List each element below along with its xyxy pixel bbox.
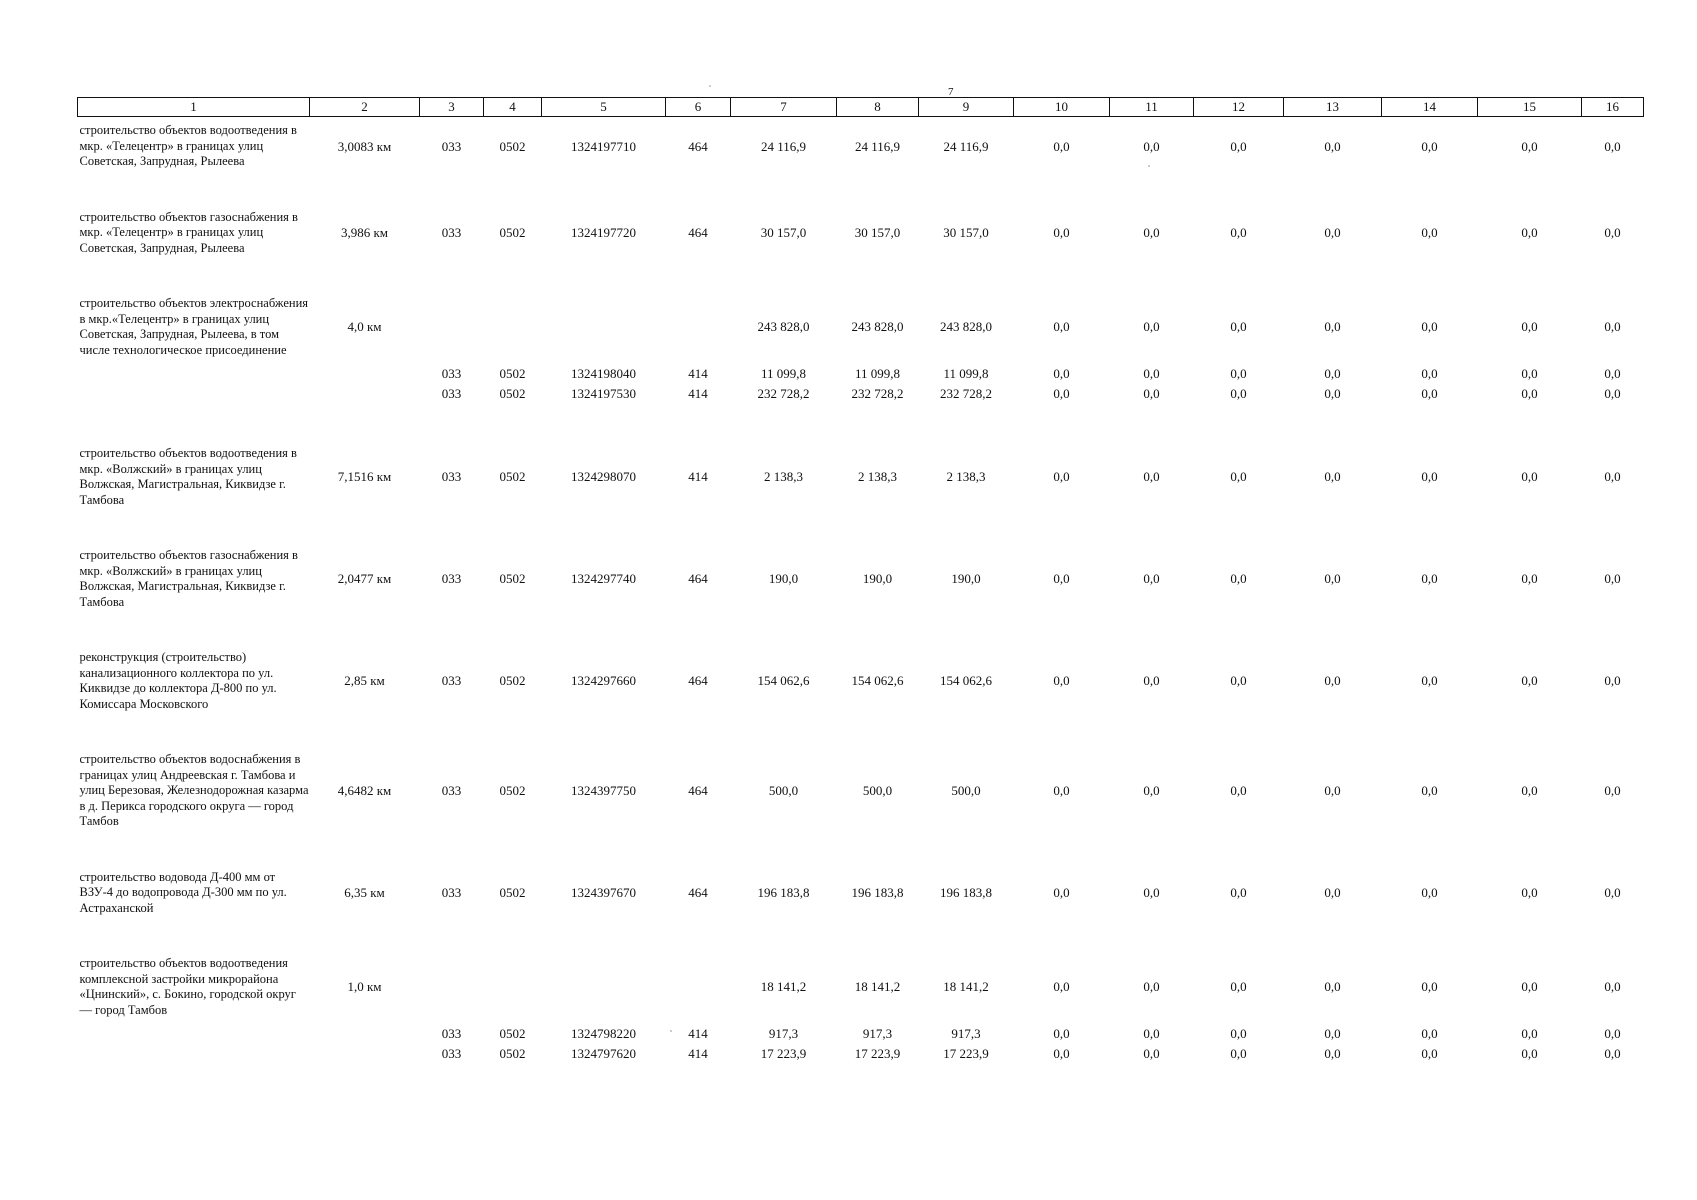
cell-col-7: 11 099,8 — [760, 366, 807, 382]
cell-col-7: 30 157,0 — [760, 225, 807, 240]
cell-col-16: 0,0 — [1604, 885, 1621, 900]
cell-col-9: 154 062,6 — [940, 673, 992, 689]
cell-col-15: 0,0 — [1521, 783, 1538, 798]
row-description: строительство объектов водоотведения комплексной застройки микрорайона «Цнинский», с. Бокино, городской округ — город Тамбов — [79, 956, 296, 1017]
cell-col-15: 0,0 — [1521, 1046, 1538, 1062]
cell-col-9: 917,3 — [951, 1026, 981, 1042]
cell-col-13: 0,0 — [1324, 469, 1341, 485]
cell-col-11: 0,0 — [1143, 319, 1160, 335]
table-row — [78, 644, 1644, 746]
cell-col-9: 30 157,0 — [943, 225, 989, 240]
cell-col-8: 917,3 — [862, 1026, 893, 1042]
cell-col-13: 0,0 — [1324, 225, 1341, 240]
cell-col-11: 0,0 — [1143, 783, 1160, 798]
row-description: строительство объектов водоотведения в мкр. «Телецентр» в границах улиц Советская, Запрудная, Рылеева — [79, 123, 297, 168]
column-header-7: 7 — [731, 98, 837, 117]
cell-col-8: 154 062,6 — [851, 673, 904, 689]
cell-col-7: 190,0 — [768, 571, 799, 587]
budget-table — [77, 97, 1644, 1100]
cell-col-5: 1324198040 — [571, 366, 636, 382]
cell-col-15: 0,0 — [1521, 1026, 1538, 1042]
cell-col-4: 0502 — [499, 885, 526, 900]
page-number: 7 — [948, 86, 954, 98]
cell-col-4: 0502 — [499, 1046, 526, 1062]
cell-col-14: 0,0 — [1421, 225, 1438, 240]
cell-col-2 — [310, 1044, 420, 1100]
cell-col-5: 1324298070 — [571, 469, 636, 485]
cell-col-5: 1324197710 — [571, 138, 636, 154]
column-header-14: 14 — [1382, 98, 1478, 117]
cell-col-3: 033 — [441, 138, 462, 154]
cell-col-6: 414 — [688, 366, 708, 382]
cell-col-4 — [484, 950, 542, 1024]
cell-col-7: 18 141,2 — [760, 979, 807, 995]
cell-col-11: 0,0 — [1143, 673, 1160, 689]
cell-col-16: 0,0 — [1604, 225, 1621, 240]
cell-col-2: 3,986 км — [340, 225, 389, 240]
cell-col-13: 0,0 — [1324, 386, 1341, 402]
cell-col-16: 0,0 — [1604, 469, 1621, 485]
cell-col-5: 1324797620 — [571, 1046, 636, 1062]
column-header-3: 3 — [420, 98, 484, 117]
cell-col-6: 464 — [688, 673, 708, 689]
cell-col-9: 232 728,2 — [940, 386, 992, 402]
cell-col-10: 0,0 — [1053, 673, 1070, 689]
cell-col-5: 1324197530 — [571, 386, 636, 402]
cell-col-15: 0,0 — [1521, 366, 1538, 382]
row-description — [78, 1044, 310, 1100]
cell-col-5: 1324397670 — [571, 885, 636, 900]
cell-col-14: 0,0 — [1421, 571, 1438, 587]
cell-col-10: 0,0 — [1053, 225, 1070, 240]
cell-col-16: 0,0 — [1604, 319, 1621, 335]
cell-col-16: 0,0 — [1604, 366, 1621, 382]
cell-col-8: 2 138,3 — [858, 469, 897, 485]
cell-col-8: 17 223,9 — [854, 1046, 901, 1062]
cell-col-11: 0,0 — [1143, 885, 1160, 900]
cell-col-3: 033 — [441, 885, 462, 900]
cell-col-14: 0,0 — [1421, 1046, 1438, 1062]
cell-col-11: 0,0 — [1143, 138, 1160, 154]
cell-col-4: 0502 — [499, 469, 526, 485]
row-description: реконструкция (строительство) канализационного коллектора по ул. Киквидзе до коллектора Д-800 по ул. Комиссара Московского — [79, 650, 277, 711]
cell-col-14: 0,0 — [1421, 366, 1438, 382]
cell-col-5: 1324297740 — [571, 571, 636, 587]
cell-col-6: 464 — [688, 783, 708, 798]
row-description: строительство объектов водоотведения в мкр. «Волжский» в границах улиц Волжская, Магистральная, Киквидзе г. Тамбова — [79, 446, 297, 507]
cell-col-4: 0502 — [499, 386, 526, 402]
cell-col-7: 243 828,0 — [757, 319, 810, 335]
cell-col-3: 033 — [441, 469, 462, 485]
cell-col-7: 500,0 — [768, 783, 799, 798]
row-description — [78, 384, 310, 440]
cell-col-5: 1324297660 — [571, 673, 636, 689]
cell-col-9: 500,0 — [951, 783, 981, 798]
cell-col-14: 0,0 — [1421, 469, 1438, 485]
cell-col-13: 0,0 — [1324, 1026, 1341, 1042]
cell-col-7: 24 116,9 — [760, 138, 807, 154]
cell-col-7: 2 138,3 — [764, 469, 803, 485]
cell-col-14: 0,0 — [1421, 783, 1438, 798]
cell-col-13: 0,0 — [1324, 366, 1341, 382]
cell-col-2: 3,0083 км — [337, 138, 392, 154]
cell-col-13: 0,0 — [1324, 138, 1341, 154]
cell-col-6: 414 — [688, 469, 708, 485]
cell-col-3: 033 — [441, 673, 462, 689]
cell-col-15: 0,0 — [1521, 138, 1538, 154]
cell-col-10: 0,0 — [1053, 386, 1070, 402]
cell-col-10: 0,0 — [1053, 571, 1070, 587]
cell-col-11: 0,0 — [1143, 571, 1160, 587]
cell-col-3: 033 — [441, 783, 462, 798]
cell-col-2 — [310, 384, 420, 440]
cell-col-9: 2 138,3 — [946, 469, 986, 485]
cell-col-8: 196 183,8 — [851, 885, 904, 900]
cell-col-6 — [666, 290, 731, 364]
cell-col-5 — [542, 950, 666, 1024]
cell-col-6: 464 — [688, 571, 708, 587]
cell-col-10: 0,0 — [1053, 366, 1070, 382]
cell-col-4: 0502 — [499, 366, 526, 382]
cell-col-9: 24 116,9 — [943, 138, 989, 154]
cell-col-10: 0,0 — [1053, 979, 1070, 995]
column-header-8: 8 — [837, 98, 919, 117]
cell-col-6: 464 — [688, 225, 708, 240]
cell-col-12: 0,0 — [1230, 673, 1247, 689]
cell-col-2 — [310, 1024, 420, 1044]
cell-col-3: 033 — [441, 571, 462, 587]
cell-col-16: 0,0 — [1604, 138, 1621, 154]
cell-col-14: 0,0 — [1421, 1026, 1438, 1042]
cell-col-9: 17 223,9 — [943, 1046, 989, 1062]
cell-col-7: 917,3 — [768, 1026, 799, 1042]
cell-col-4: 0502 — [499, 673, 526, 689]
cell-col-2: 4,0 км — [347, 319, 382, 335]
cell-col-10: 0,0 — [1053, 885, 1070, 900]
cell-col-4: 0502 — [499, 138, 526, 154]
cell-col-2 — [310, 364, 420, 384]
cell-col-2: 7,1516 км — [337, 469, 392, 485]
cell-col-6: 414 — [688, 386, 708, 402]
cell-col-11: 0,0 — [1143, 386, 1160, 402]
table-row — [78, 950, 1644, 1024]
cell-col-13: 0,0 — [1324, 979, 1341, 995]
table-subrow — [78, 364, 1644, 384]
cell-col-11: 0,0 — [1143, 979, 1160, 995]
column-header-1: 1 — [78, 98, 310, 117]
cell-col-2: 6,35 км — [344, 885, 385, 900]
cell-col-2: 2,85 км — [344, 673, 385, 689]
cell-col-11: 0,0 — [1143, 1046, 1160, 1062]
scan-speck — [1148, 165, 1150, 167]
cell-col-12: 0,0 — [1230, 138, 1247, 154]
cell-col-4: 0502 — [499, 571, 526, 587]
column-header-4: 4 — [484, 98, 542, 117]
column-header-10: 10 — [1014, 98, 1110, 117]
row-description: строительство объектов газоснабжения в мкр. «Волжский» в границах улиц Волжская, Магистральная, Киквидзе г. Тамбова — [79, 548, 298, 609]
cell-col-3 — [420, 290, 484, 364]
table-row — [78, 746, 1644, 864]
cell-col-16: 0,0 — [1604, 1026, 1621, 1042]
cell-col-9: 18 141,2 — [943, 979, 989, 995]
cell-col-2: 4,6482 км — [337, 783, 392, 798]
cell-col-10: 0,0 — [1053, 469, 1070, 485]
cell-col-15: 0,0 — [1521, 469, 1538, 485]
cell-col-12: 0,0 — [1230, 571, 1247, 587]
cell-col-15: 0,0 — [1521, 386, 1538, 402]
cell-col-2: 1,0 км — [347, 979, 382, 995]
cell-col-12: 0,0 — [1230, 386, 1247, 402]
cell-col-16: 0,0 — [1604, 1046, 1621, 1062]
cell-col-3 — [420, 950, 484, 1024]
cell-col-15: 0,0 — [1521, 225, 1538, 240]
cell-col-12: 0,0 — [1230, 319, 1247, 335]
cell-col-12: 0,0 — [1230, 783, 1247, 798]
cell-col-13: 0,0 — [1324, 319, 1341, 335]
cell-col-10: 0,0 — [1053, 319, 1070, 335]
table-body — [78, 117, 1644, 1101]
cell-col-8: 500,0 — [862, 783, 893, 798]
column-header-11: 11 — [1110, 98, 1194, 117]
cell-col-5: 1324798220 — [571, 1026, 636, 1042]
cell-col-3: 033 — [441, 1026, 462, 1042]
cell-col-14: 0,0 — [1421, 885, 1438, 900]
cell-col-8: 30 157,0 — [854, 225, 901, 240]
cell-col-8: 190,0 — [862, 571, 893, 587]
cell-col-14: 0,0 — [1421, 138, 1438, 154]
cell-col-7: 232 728,2 — [757, 386, 810, 402]
cell-col-11: 0,0 — [1143, 225, 1160, 240]
cell-col-4: 0502 — [499, 783, 526, 798]
column-header-15: 15 — [1478, 98, 1582, 117]
cell-col-3: 033 — [441, 225, 462, 240]
cell-col-15: 0,0 — [1521, 979, 1538, 995]
row-description — [78, 1024, 310, 1044]
cell-col-13: 0,0 — [1324, 571, 1341, 587]
row-description — [78, 364, 310, 384]
table-row — [78, 440, 1644, 542]
cell-col-12: 0,0 — [1230, 469, 1247, 485]
scan-speck — [709, 85, 711, 87]
cell-col-12: 0,0 — [1230, 979, 1247, 995]
column-header-12: 12 — [1194, 98, 1284, 117]
cell-col-10: 0,0 — [1053, 138, 1070, 154]
cell-col-15: 0,0 — [1521, 571, 1538, 587]
cell-col-5: 1324397750 — [571, 783, 636, 798]
table-subrow — [78, 1044, 1644, 1100]
column-number-row — [78, 98, 1644, 117]
scan-speck — [670, 1030, 672, 1032]
table-row — [78, 204, 1644, 291]
cell-col-8: 18 141,2 — [854, 979, 901, 995]
cell-col-5: 1324197720 — [571, 225, 636, 240]
column-header-5: 5 — [542, 98, 666, 117]
column-header-9: 9 — [919, 98, 1014, 117]
cell-col-9: 190,0 — [951, 571, 981, 587]
cell-col-10: 0,0 — [1053, 1026, 1070, 1042]
cell-col-9: 11 099,8 — [943, 366, 989, 382]
cell-col-13: 0,0 — [1324, 673, 1341, 689]
cell-col-8: 243 828,0 — [851, 319, 904, 335]
table-row — [78, 290, 1644, 364]
cell-col-5 — [542, 290, 666, 364]
table-header — [78, 98, 1644, 117]
column-header-2: 2 — [310, 98, 420, 117]
cell-col-14: 0,0 — [1421, 673, 1438, 689]
cell-col-13: 0,0 — [1324, 885, 1341, 900]
cell-col-9: 243 828,0 — [940, 319, 992, 335]
table-row — [78, 864, 1644, 951]
column-header-16: 16 — [1582, 98, 1644, 117]
cell-col-6: 464 — [688, 138, 708, 154]
cell-col-10: 0,0 — [1053, 1046, 1070, 1062]
row-description: строительство объектов водоснабжения в границах улиц Андреевская г. Тамбова и улиц Березовая, Железнодорожная казарма в д. Перикса городского округа — город Тамбов — [79, 752, 309, 828]
cell-col-4 — [484, 290, 542, 364]
cell-col-6: 464 — [688, 885, 708, 900]
cell-col-12: 0,0 — [1230, 1046, 1247, 1062]
cell-col-16: 0,0 — [1604, 979, 1621, 995]
cell-col-3: 033 — [441, 1046, 462, 1062]
table-row — [78, 542, 1644, 644]
row-description: строительство объектов газоснабжения в мкр. «Телецентр» в границах улиц Советская, Запрудная, Рылеева — [79, 209, 298, 255]
cell-col-11: 0,0 — [1143, 1026, 1160, 1042]
cell-col-12: 0,0 — [1230, 1026, 1247, 1042]
cell-col-8: 232 728,2 — [851, 386, 904, 402]
cell-col-2: 2,0477 км — [337, 571, 392, 587]
cell-col-11: 0,0 — [1143, 469, 1160, 485]
cell-col-16: 0,0 — [1604, 386, 1621, 402]
cell-col-16: 0,0 — [1604, 571, 1621, 587]
cell-col-13: 0,0 — [1324, 1046, 1341, 1062]
cell-col-16: 0,0 — [1604, 783, 1621, 798]
column-header-13: 13 — [1284, 98, 1382, 117]
row-description: строительство объектов электроснабжения в мкр.«Телецентр» в границах улиц Советская, Запрудная, Рылеева, в том числе технологическое присоединение — [79, 296, 309, 357]
cell-col-4: 0502 — [499, 1026, 526, 1042]
cell-col-3: 033 — [441, 366, 462, 382]
cell-col-12: 0,0 — [1230, 225, 1247, 240]
row-description: строительство водовода Д-400 мм от ВЗУ-4 до водопровода Д-300 мм по ул. Астраханской — [79, 869, 287, 915]
cell-col-14: 0,0 — [1421, 386, 1438, 402]
cell-col-6 — [666, 950, 731, 1024]
cell-col-7: 17 223,9 — [760, 1046, 807, 1062]
column-header-6: 6 — [666, 98, 731, 117]
cell-col-8: 11 099,8 — [854, 366, 901, 382]
table-subrow — [78, 384, 1644, 440]
cell-col-15: 0,0 — [1521, 319, 1538, 335]
cell-col-7: 154 062,6 — [757, 673, 810, 689]
cell-col-14: 0,0 — [1421, 319, 1438, 335]
cell-col-10: 0,0 — [1053, 783, 1070, 798]
cell-col-3: 033 — [441, 386, 462, 402]
cell-col-9: 196 183,8 — [940, 885, 992, 900]
cell-col-13: 0,0 — [1324, 783, 1341, 798]
cell-col-8: 24 116,9 — [854, 138, 901, 154]
cell-col-15: 0,0 — [1521, 673, 1538, 689]
table-row — [78, 117, 1644, 204]
cell-col-11: 0,0 — [1143, 366, 1160, 382]
cell-col-15: 0,0 — [1521, 885, 1538, 900]
cell-col-6: 414 — [688, 1026, 708, 1042]
cell-col-6: 414 — [688, 1046, 708, 1062]
cell-col-16: 0,0 — [1604, 673, 1621, 689]
cell-col-7: 196 183,8 — [757, 885, 810, 900]
cell-col-14: 0,0 — [1421, 979, 1438, 995]
cell-col-4: 0502 — [499, 225, 526, 240]
cell-col-12: 0,0 — [1230, 366, 1247, 382]
table-subrow — [78, 1024, 1644, 1044]
cell-col-12: 0,0 — [1230, 885, 1247, 900]
